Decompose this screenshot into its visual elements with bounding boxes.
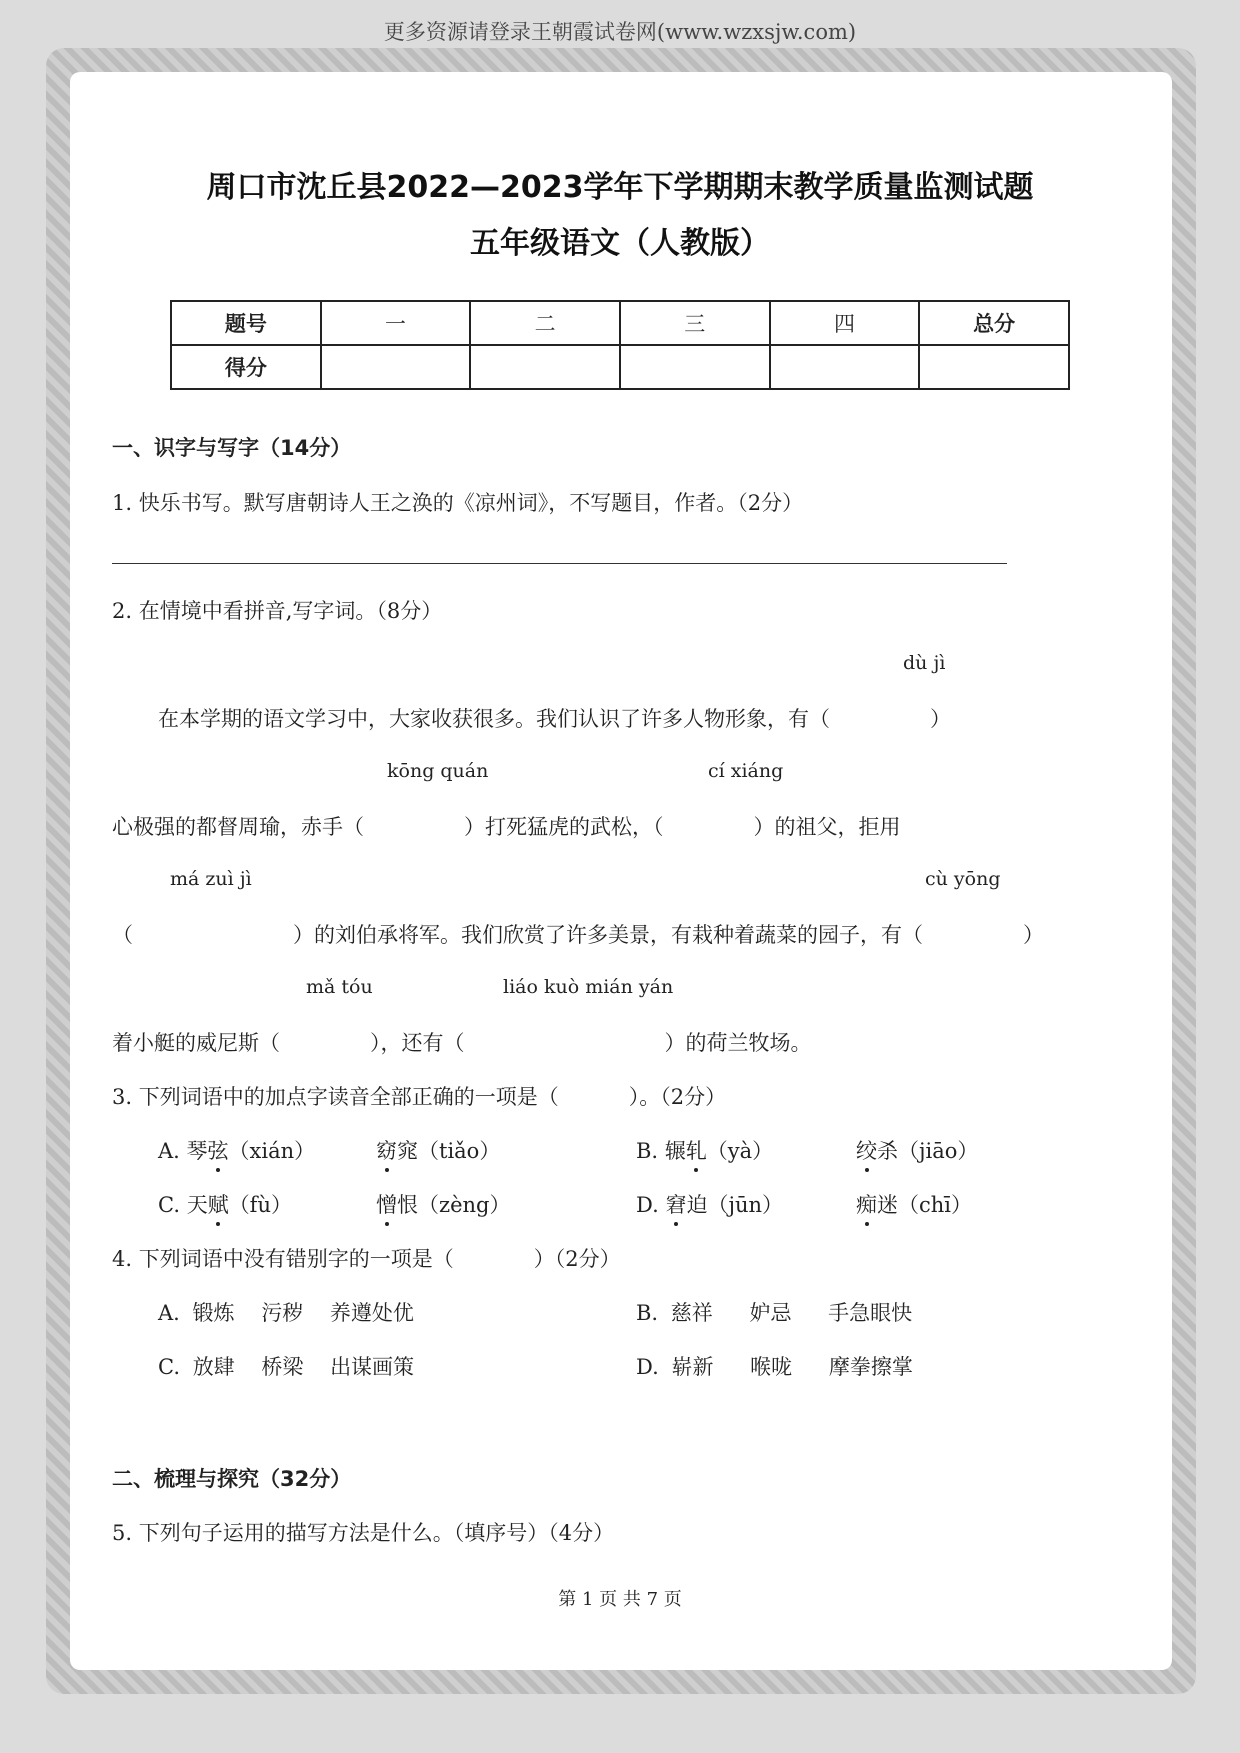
- section-heading-1: 一、识字与写字（14分）: [112, 436, 352, 460]
- option-word: 崭新: [671, 1355, 714, 1379]
- exam-title: 周口市沈丘县2022—2023学年下学期期末教学质量监测试题: [206, 170, 1034, 205]
- page-footer: 第 1 页 共 7 页: [558, 1589, 682, 1610]
- option-word: 锻炼: [192, 1301, 235, 1325]
- option-word: 养遵处优: [329, 1301, 414, 1325]
- score-header-cell: 一: [321, 301, 471, 345]
- passage-line: [112, 1027, 812, 1057]
- option-a[interactable]: [158, 1135, 315, 1165]
- passage-text: ）打死猛虎的武松，（: [464, 815, 664, 839]
- option-a-word-2: [376, 1135, 500, 1165]
- dotted-char: 轧: [686, 1135, 707, 1165]
- option-word: 喉咙: [750, 1355, 793, 1379]
- pinyin-hint: cí xiáng: [708, 760, 784, 782]
- question-5: 5. 下列句子运用的描写方法是什么。（填序号）（4分）: [112, 1521, 615, 1545]
- question-1: 1. 快乐书写。默写唐朝诗人王之涣的《凉州词》，不写题目，作者。（2分）: [112, 491, 804, 515]
- dotted-char: 憎: [376, 1189, 397, 1219]
- score-input-cell[interactable]: [919, 345, 1069, 389]
- score-header-cell: 总分: [919, 301, 1069, 345]
- option-a[interactable]: [158, 1297, 414, 1327]
- dotted-char: 绞: [856, 1135, 877, 1165]
- option-d-word-2: [856, 1189, 972, 1219]
- passage-text: ）的祖父，拒用: [753, 815, 901, 839]
- option-b[interactable]: [636, 1297, 912, 1327]
- score-table-score-row: [171, 345, 1069, 389]
- pinyin-note: （zèng）: [418, 1193, 511, 1217]
- question-4: [112, 1243, 621, 1273]
- option-word: 手急眼快: [828, 1301, 913, 1325]
- dotted-char: 赋: [208, 1189, 229, 1219]
- option-d[interactable]: [636, 1351, 913, 1381]
- option-word: 出谋画策: [330, 1355, 415, 1379]
- word-char: 琴: [186, 1139, 208, 1163]
- option-label: A.: [158, 1301, 180, 1325]
- score-table-header-row: [171, 301, 1069, 345]
- option-b[interactable]: [636, 1135, 773, 1165]
- option-word: 摩拳擦掌: [828, 1355, 913, 1379]
- option-c-word-2: [376, 1189, 510, 1219]
- passage-text: （: [112, 923, 133, 947]
- passage-line: [112, 811, 901, 841]
- pinyin-note: （tiǎo）: [418, 1139, 501, 1163]
- word-char: 杀: [877, 1139, 898, 1163]
- score-row-label: 得分: [171, 345, 321, 389]
- option-label: B.: [636, 1139, 659, 1163]
- word-char: 辗: [664, 1139, 686, 1163]
- option-word: 桥梁: [261, 1355, 304, 1379]
- dotted-char: 窘: [665, 1189, 686, 1219]
- pinyin-note: （xián）: [228, 1139, 316, 1163]
- option-word: 妒忌: [749, 1301, 792, 1325]
- option-label: D.: [636, 1355, 659, 1379]
- score-header-cell: 四: [770, 301, 920, 345]
- question-2: 2. 在情境中看拼音,写字词。（8分）: [112, 599, 443, 623]
- pinyin-hint: dù jì: [903, 652, 946, 674]
- word-char: 窕: [397, 1139, 418, 1163]
- dotted-char: 弦: [208, 1135, 229, 1165]
- question-stem: 4. 下列词语中没有错别字的一项是（: [112, 1247, 454, 1271]
- option-label: C.: [158, 1355, 180, 1379]
- pinyin-hint: mǎ tóu: [306, 976, 373, 998]
- watermark-text: 更多资源请登录王朝霞试卷网(www.wzxsjw.com): [383, 20, 857, 44]
- score-header-cell: 三: [620, 301, 770, 345]
- option-word: 慈祥: [670, 1301, 713, 1325]
- score-input-cell[interactable]: [470, 345, 620, 389]
- passage-line: [112, 919, 1044, 949]
- pinyin-note: （jūn）: [707, 1193, 784, 1217]
- passage-line: [158, 703, 951, 733]
- pinyin-note: （yà）: [706, 1139, 774, 1163]
- word-char: 迫: [686, 1193, 708, 1217]
- option-label: D.: [636, 1193, 659, 1217]
- word-char: 恨: [397, 1193, 418, 1217]
- score-header-cell: 题号: [171, 301, 321, 345]
- passage-text: ）: [1023, 923, 1044, 947]
- score-input-cell[interactable]: [321, 345, 471, 389]
- passage-text: ）: [930, 707, 951, 731]
- question-3: [112, 1081, 726, 1111]
- passage-text: ），还有（: [370, 1031, 465, 1055]
- score-input-cell[interactable]: [620, 345, 770, 389]
- answer-line[interactable]: [112, 563, 1007, 564]
- pinyin-hint: cù yōng: [925, 868, 1001, 890]
- option-d[interactable]: [636, 1189, 783, 1219]
- pinyin-note: （jiāo）: [898, 1139, 979, 1163]
- passage-text: 在本学期的语文学习中，大家收获很多。我们认识了许多人物形象，有（: [158, 707, 830, 731]
- question-stem: ）（2分）: [533, 1247, 621, 1271]
- option-label: B.: [636, 1301, 659, 1325]
- pinyin-hint: liáo kuò mián yán: [503, 976, 674, 998]
- pinyin-hint: kōng quán: [387, 760, 489, 782]
- pinyin-note: （chī）: [898, 1193, 973, 1217]
- section-heading-2: 二、梳理与探究（32分）: [112, 1467, 352, 1491]
- passage-text: 心极强的都督周瑜，赤手（: [112, 815, 364, 839]
- option-word: 污秽: [261, 1301, 304, 1325]
- passage-text: ）的刘伯承将军。我们欣赏了许多美景，有栽种着蔬菜的园子，有（: [293, 923, 923, 947]
- option-label: A.: [158, 1139, 180, 1163]
- option-word: 放肆: [192, 1355, 235, 1379]
- option-c[interactable]: [158, 1189, 292, 1219]
- passage-text: 着小艇的威尼斯（: [112, 1031, 280, 1055]
- option-label: C.: [158, 1193, 180, 1217]
- dotted-char: 痴: [856, 1189, 877, 1219]
- score-table: [170, 300, 1070, 390]
- score-input-cell[interactable]: [770, 345, 920, 389]
- option-b-word-2: [856, 1135, 978, 1165]
- passage-text: ）的荷兰牧场。: [664, 1031, 812, 1055]
- dotted-char: 窈: [376, 1135, 397, 1165]
- word-char: 天: [186, 1193, 208, 1217]
- pinyin-note: （fù）: [228, 1193, 292, 1217]
- option-c[interactable]: [158, 1351, 414, 1381]
- exam-subtitle: 五年级语文（人教版）: [470, 226, 770, 261]
- score-header-cell: 二: [470, 301, 620, 345]
- question-stem: ）。（2分）: [628, 1085, 727, 1109]
- word-char: 迷: [877, 1193, 898, 1217]
- question-stem: 3. 下列词语中的加点字读音全部正确的一项是（: [112, 1085, 559, 1109]
- pinyin-hint: má zuì jì: [170, 868, 252, 890]
